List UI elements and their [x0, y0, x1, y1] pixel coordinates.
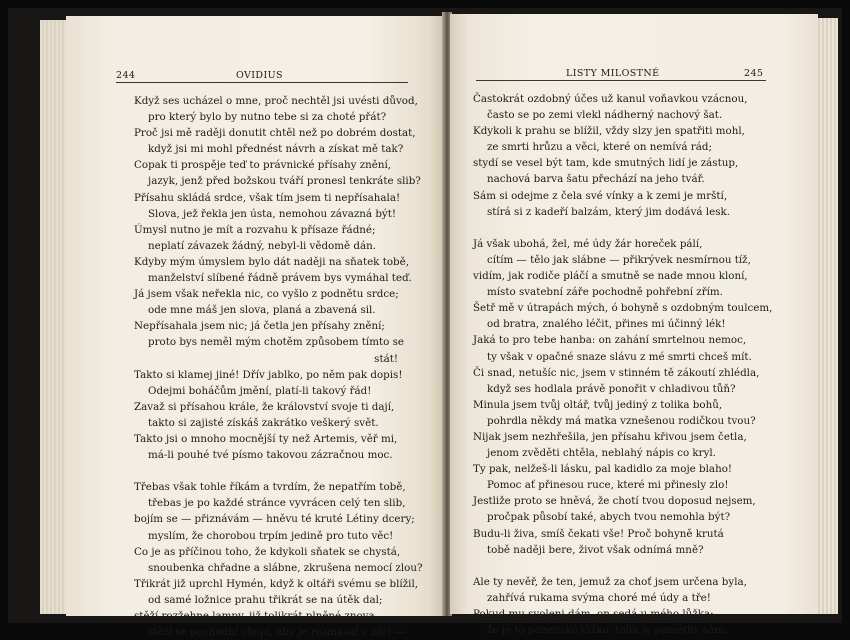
verse-line: ode mne máš jen slova, planá a zbavená sil.: [148, 304, 376, 317]
verse-line: Pomoc ať přinesou ruce, které mi přinesly zlo!: [487, 479, 729, 492]
verse-line: Pokud mu svoleni dám, on sedá u mého lůžka;: [473, 608, 714, 620]
verse-line: Nijak jsem nezhřešila, jen přísahu křivou jsem četla,: [473, 430, 747, 443]
verse-line: neplatí závazek žádný, nebyl-li vědomě dán.: [148, 239, 377, 252]
verse-line: od samé ložnice prahu třikrát se na útěk dal;: [148, 593, 383, 606]
verse-line: jenom zvěděti chtěla, neblahý nápis co kryl.: [487, 447, 716, 460]
left-page-number: 244: [116, 70, 136, 81]
verse-line: Takto si klamej jiné! Dřív jablko, po něm pak dopis!: [134, 368, 403, 381]
verse-line: pro který bylo by nutno tebe si za choté přát?: [148, 111, 387, 124]
verse-line: když ses hodlala právě ponořit v chladivou tůň?: [487, 382, 736, 395]
verse-line: proto bys neměl mým chotěm způsobem tímto se: [148, 336, 404, 349]
verse-line: od bratra, znalého léčit, přines mi účinný lék!: [487, 318, 726, 331]
left-head-title: OVIDIUS: [236, 70, 283, 81]
verse-line: stát!: [374, 352, 398, 365]
verse-line: bojím se — přiznávám — hněvu té kruté Létiny dcery;: [134, 513, 415, 526]
left-poem-text: [134, 93, 423, 640]
verse-line: cítím — tělo jak slábne — přikrývek nesmírnou tíž,: [487, 253, 751, 266]
verse-line: Minula jsem tvůj oltář, tvůj jediný z tolika bohů,: [473, 398, 723, 411]
verse-line: Proč jsi mě raději donutit chtěl než po dobrém dostat,: [134, 127, 416, 140]
verse-line: stírá si z kadeří balzám, který jim dodává lesk.: [487, 205, 730, 218]
right-page-number: 245: [744, 68, 764, 79]
stanza-break: [473, 220, 772, 236]
left-page: [66, 16, 444, 639]
verse-line: pročpak působí také, abych tvou nemohla být?: [487, 511, 731, 524]
verse-line: Zavaž si přísahou krále, že království svoje ti dají,: [134, 400, 395, 413]
verse-line: Takto jsi o mnoho mocnější ty než Artemis, věř mi,: [134, 432, 398, 445]
verse-line: Ty pak, nelžeš-li lásku, pal kadidlo za moje blaho!: [473, 463, 733, 476]
verse-line: Já však ubohá, žel, mé údy žár horeček pálí,: [473, 237, 703, 250]
right-head-rule: [476, 80, 766, 81]
right-page: [450, 14, 818, 637]
verse-line: Třikrát již uprchl Hymén, když k oltáři svému se blížil,: [134, 577, 419, 590]
verse-line: Nepřísahala jsem nic; já četla jen přísahy znění;: [134, 320, 385, 333]
verse-line: Či snad, netušíc nic, jsem v stinném tě zákoutí zhlédla,: [473, 366, 760, 379]
verse-line: ty však v opačné snaze slávu z mé smrti chceš mít.: [487, 350, 752, 363]
verse-line: jazyk, jenž před božskou tváří pronesl tenkráte slib?: [148, 175, 421, 188]
verse-line: manželství slíbené řádně právem bys vymáhal teď.: [148, 272, 412, 285]
verse-line: vidím, jak rodiče pláčí a smutně se nade mnou kloní,: [473, 270, 748, 283]
verse-line: Odejmi boháčům jmění, platí-li takový řád!: [148, 384, 372, 397]
verse-line: Kdykoli k prahu se blížil, vždy slzy jen spatřiti mohl,: [473, 125, 745, 138]
verse-line: stydí se vesel být tam, kde smutných lidí je zástup,: [473, 157, 739, 170]
verse-line: stěží se pochodní chopí, aby je rozmával v žár! —: [148, 626, 405, 639]
verse-line: Jestliže proto se hněvá, že chotí tvou doposud nejsem,: [473, 495, 756, 508]
verse-line: Šetř mě v útrapách mých, ó bohyně s ozdobným toulcem,: [473, 302, 773, 315]
verse-line: Co je as příčinou toho, že kdykoli sňatek se chystá,: [134, 545, 401, 558]
verse-line: pohrdla někdy má matka vznešenou rodičkou tvou?: [487, 414, 756, 427]
verse-line: že je to panenské lůžko, tolik je pamětliv sám.: [487, 624, 728, 637]
verse-line: Copak ti prospěje teď to právnické přísahy znění,: [134, 159, 392, 172]
verse-line: když jsi mi mohl přednést návrh a získat mě tak?: [148, 143, 404, 156]
verse-line: často se po zemi vlekl nádherný nachový šat.: [487, 109, 723, 122]
verse-line: Já jsem však neřekla nic, co vyšlo z podnětu srdce;: [134, 288, 399, 301]
verse-line: takto si zajisté získáš zakrátko veškerý svět.: [148, 416, 379, 429]
verse-line: Kdyby mým úmyslem bylo dát naději na sňatek tobě,: [134, 255, 409, 268]
right-poem-text: [473, 91, 772, 638]
page-edges-right: [816, 18, 838, 614]
verse-line: místo svatební záře pochodně pohřební zřím.: [487, 286, 723, 299]
verse-line: Když ses ucházel o mne, proč nechtěl jsi uvésti důvod,: [134, 95, 418, 107]
right-head-title: LISTY MILOSTNÉ: [566, 68, 660, 79]
stanza-break: [473, 558, 772, 574]
verse-line: Ale ty nevěř, že ten, jemuž za choť jsem určena byla,: [473, 575, 747, 588]
verse-line: zahřívá rukama svýma choré mé údy a tře!: [487, 591, 711, 604]
verse-line: Budu-li živa, smíš čekati vše! Proč bohyně krutá: [473, 527, 724, 540]
verse-line: Úmysl nutno je mít a rozvahu k přísaze řádné;: [134, 223, 376, 236]
page-edges-left: [40, 20, 68, 614]
verse-line: Třebas však tohle říkám a tvrdím, že nepatřím tobě,: [134, 481, 406, 494]
verse-line: třebas je po každé stránce vyvrácen celý ten slib,: [148, 497, 406, 510]
verse-line: ze smrti hrůzu a věci, které on nemívá rád;: [487, 141, 712, 154]
verse-line: stěží rozžehne lampy, již tolikrát plněné znova,: [134, 610, 378, 622]
verse-line: myslím, že chorobou trpím jedině pro tuto věc!: [148, 529, 394, 542]
verse-line: má-li pouhé tvé písmo takovou zázračnou moc.: [148, 449, 393, 462]
verse-line: Přísahu skládá srdce, však tím jsem ti nepřísahala!: [134, 191, 401, 204]
verse-line: Slova, jež řekla jen ústa, nemohou závazná být!: [148, 207, 397, 220]
verse-line: Jaká to pro tebe hanba: on zahání smrtelnou nemoc,: [473, 334, 747, 347]
stanza-break: [134, 463, 423, 479]
verse-line: Sám si odejme z čela své vínky a k zemi je mrští,: [473, 189, 728, 202]
verse-line: snoubenka chřadne a slábne, zkrušena nemocí zlou?: [148, 561, 423, 574]
verse-line: Častokrát ozdobný účes už kanul voňavkou vzácnou,: [473, 93, 748, 105]
verse-line: tobě naději bere, život však odnímá mně?: [487, 543, 704, 556]
verse-line: nachová barva šatu přechází na jeho tvář.: [487, 173, 705, 186]
left-head-rule: [116, 82, 408, 83]
